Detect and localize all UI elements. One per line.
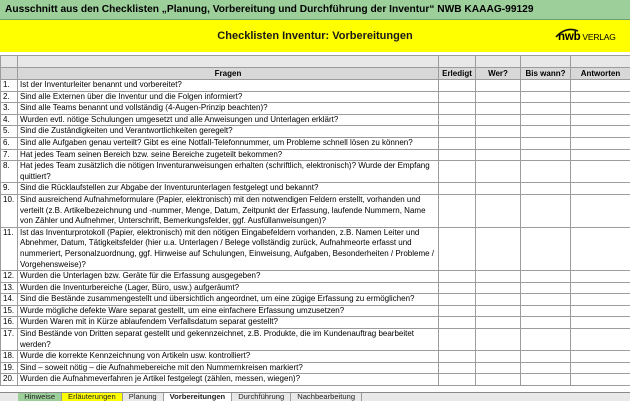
- antworten-cell[interactable]: [571, 149, 630, 161]
- antworten-cell[interactable]: [571, 362, 630, 374]
- sheet-tab[interactable]: Erläuterungen: [62, 393, 123, 401]
- bis-wann-cell[interactable]: [521, 329, 571, 351]
- bis-wann-cell[interactable]: [521, 317, 571, 329]
- erledigt-cell[interactable]: [439, 149, 476, 161]
- erledigt-cell[interactable]: [439, 194, 476, 227]
- cell[interactable]: [1, 56, 18, 68]
- bis-wann-cell[interactable]: [521, 103, 571, 115]
- antworten-cell[interactable]: [571, 305, 630, 317]
- sheet-tab[interactable]: Nachbearbeitung: [291, 393, 362, 401]
- question-cell[interactable]: Sind die Zuständigkeiten und Verantwortlichkeiten geregelt?: [18, 126, 439, 138]
- wer-cell[interactable]: [476, 294, 521, 306]
- wer-cell[interactable]: [476, 137, 521, 149]
- wer-cell[interactable]: [476, 227, 521, 270]
- erledigt-cell[interactable]: [439, 317, 476, 329]
- bis-wann-cell[interactable]: [521, 351, 571, 363]
- wer-cell[interactable]: [476, 80, 521, 92]
- antworten-cell[interactable]: [571, 91, 630, 103]
- bis-wann-cell[interactable]: [521, 305, 571, 317]
- cell[interactable]: [571, 56, 630, 68]
- wer-cell[interactable]: [476, 271, 521, 283]
- bis-wann-cell[interactable]: [521, 91, 571, 103]
- cell[interactable]: [18, 56, 439, 68]
- banner-text: Ausschnitt aus den Checklisten „Planung, Vorbereitung und Durchführung der Inventur“: [5, 4, 435, 15]
- tab-scroll-arrows-icon[interactable]: [0, 393, 16, 401]
- question-cell[interactable]: Wurde mögliche defekte Ware separat gestellt, um eine einfachere Erfassung umzusetzen?: [18, 305, 439, 317]
- row-number[interactable]: 19.: [1, 362, 18, 374]
- antworten-cell[interactable]: [571, 282, 630, 294]
- spacer-row: [1, 56, 630, 68]
- row-number[interactable]: 6.: [1, 137, 18, 149]
- row-number[interactable]: 2.: [1, 91, 18, 103]
- row-number[interactable]: 15.: [1, 305, 18, 317]
- header-wer[interactable]: Wer?: [476, 68, 521, 80]
- bis-wann-cell[interactable]: [521, 271, 571, 283]
- antworten-cell[interactable]: [571, 114, 630, 126]
- table-row: [1, 329, 630, 351]
- question-cell[interactable]: Ist der Inventurleiter benannt und vorbereitet?: [18, 80, 439, 92]
- bis-wann-cell[interactable]: [521, 294, 571, 306]
- table-row: [1, 183, 630, 195]
- erledigt-cell[interactable]: [439, 227, 476, 270]
- header-fragen[interactable]: Fragen: [18, 68, 439, 80]
- sheet-tab[interactable]: Durchführung: [232, 393, 291, 401]
- wer-cell[interactable]: [476, 351, 521, 363]
- bis-wann-cell[interactable]: [521, 137, 571, 149]
- row-number[interactable]: 13.: [1, 282, 18, 294]
- question-cell[interactable]: Sind Bestände von Dritten separat gestellt und gekennzeichnet, z.B. Produkte, die im Kundenauftrag bearbeitet werden?: [18, 329, 439, 351]
- bis-wann-cell[interactable]: [521, 126, 571, 138]
- erledigt-cell[interactable]: [439, 161, 476, 183]
- row-number[interactable]: 3.: [1, 103, 18, 115]
- wer-cell[interactable]: [476, 329, 521, 351]
- antworten-cell[interactable]: [571, 351, 630, 363]
- row-number[interactable]: 9.: [1, 183, 18, 195]
- logo-brand: nwb: [558, 31, 581, 43]
- table-row: [1, 161, 630, 183]
- row-number[interactable]: 18.: [1, 351, 18, 363]
- bis-wann-cell[interactable]: [521, 161, 571, 183]
- row-number[interactable]: 1.: [1, 80, 18, 92]
- antworten-cell[interactable]: [571, 227, 630, 270]
- antworten-cell[interactable]: [571, 126, 630, 138]
- row-number[interactable]: 4.: [1, 114, 18, 126]
- erledigt-cell[interactable]: [439, 271, 476, 283]
- row-number[interactable]: 10.: [1, 194, 18, 227]
- bis-wann-cell[interactable]: [521, 282, 571, 294]
- erledigt-cell[interactable]: [439, 351, 476, 363]
- erledigt-cell[interactable]: [439, 137, 476, 149]
- wer-cell[interactable]: [476, 374, 521, 386]
- erledigt-cell[interactable]: [439, 294, 476, 306]
- antworten-cell[interactable]: [571, 161, 630, 183]
- antworten-cell[interactable]: [571, 183, 630, 195]
- cell[interactable]: [521, 56, 571, 68]
- wer-cell[interactable]: [476, 91, 521, 103]
- table-row: [1, 305, 630, 317]
- sheet-tab[interactable]: Hinweise: [18, 393, 62, 401]
- table-row: [1, 374, 630, 386]
- bis-wann-cell[interactable]: [521, 374, 571, 386]
- header-bis-wann[interactable]: Bis wann?: [521, 68, 571, 80]
- row-number[interactable]: 20.: [1, 374, 18, 386]
- table-row: [1, 91, 630, 103]
- erledigt-cell[interactable]: [439, 126, 476, 138]
- question-cell[interactable]: Sind ausreichend Aufnahmeformulare (Papier, elektronisch) mit den notwendigen Feldern erstellt, vorhanden und verteilt (z.B. Artikelbezeichnung und -nummer, Menge, Datum, Zeitpunkt der Erfassung, laufende Nummern, Name von Zähler und Aufnehmer, Unterschrift, Bemerkungsfelder, ggf. Ausfüllanweisungen)?: [18, 194, 439, 227]
- document-code: NWB KAAAG-99129: [437, 4, 534, 15]
- logo-wordmark: [558, 31, 616, 43]
- cell[interactable]: [476, 56, 521, 68]
- wer-cell[interactable]: [476, 126, 521, 138]
- table-row: [1, 317, 630, 329]
- erledigt-cell[interactable]: [439, 282, 476, 294]
- table-row: [1, 80, 630, 92]
- bis-wann-cell[interactable]: [521, 227, 571, 270]
- erledigt-cell[interactable]: [439, 80, 476, 92]
- antworten-cell[interactable]: [571, 317, 630, 329]
- sheet-tabs: [18, 393, 362, 401]
- bis-wann-cell[interactable]: [521, 80, 571, 92]
- wer-cell[interactable]: [476, 114, 521, 126]
- antworten-cell[interactable]: [571, 271, 630, 283]
- sheet-title-band: [0, 20, 630, 52]
- table-row: [1, 271, 630, 283]
- question-cell[interactable]: Sind alle Externen über die Inventur und die Folgen informiert?: [18, 91, 439, 103]
- question-cell[interactable]: Hat jedes Team seinen Bereich bzw. seine Bereiche zugeteilt bekommen?: [18, 149, 439, 161]
- bis-wann-cell[interactable]: [521, 114, 571, 126]
- question-cell[interactable]: Wurden die Unterlagen bzw. Geräte für die Erfassung ausgegeben?: [18, 271, 439, 283]
- table-row: [1, 282, 630, 294]
- logo-suffix: VERLAG: [582, 32, 616, 42]
- question-cell[interactable]: Sind die Rücklaufstellen zur Abgabe der Inventurunterlagen festgelegt und bekannt?: [18, 183, 439, 195]
- antworten-cell[interactable]: [571, 194, 630, 227]
- row-number[interactable]: 11.: [1, 227, 18, 270]
- question-cell[interactable]: Wurden die Aufnahmeverfahren je Artikel festgelegt (zählen, messen, wiegen)?: [18, 374, 439, 386]
- row-number[interactable]: 7.: [1, 149, 18, 161]
- wer-cell[interactable]: [476, 317, 521, 329]
- row-number[interactable]: 16.: [1, 317, 18, 329]
- bis-wann-cell[interactable]: [521, 194, 571, 227]
- erledigt-cell[interactable]: [439, 305, 476, 317]
- checklist-rows: [1, 80, 630, 386]
- header-row: [1, 68, 630, 80]
- question-cell[interactable]: Sind die Bestände zusammengestellt und übersichtlich angeordnet, um eine zügige Erfassung zu ermöglichen?: [18, 294, 439, 306]
- erledigt-cell[interactable]: [439, 91, 476, 103]
- row-number[interactable]: 14.: [1, 294, 18, 306]
- question-cell[interactable]: Wurden die Inventurbereiche (Lager, Büro, usw.) aufgeräumt?: [18, 282, 439, 294]
- row-number[interactable]: 8.: [1, 161, 18, 183]
- wer-cell[interactable]: [476, 149, 521, 161]
- antworten-cell[interactable]: [571, 137, 630, 149]
- row-number[interactable]: 12.: [1, 271, 18, 283]
- question-cell[interactable]: Sind alle Aufgaben genau verteilt? Gibt es eine Notfall-Telefonnummer, um Probleme schnell lösen zu können?: [18, 137, 439, 149]
- sheet-tab-bar: [0, 392, 630, 401]
- antworten-cell[interactable]: [571, 294, 630, 306]
- antworten-cell[interactable]: [571, 329, 630, 351]
- wer-cell[interactable]: [476, 161, 521, 183]
- document-banner: [0, 0, 630, 20]
- table-row: [1, 194, 630, 227]
- table-row: [1, 294, 630, 306]
- header-erledigt[interactable]: Erledigt: [439, 68, 476, 80]
- wer-cell[interactable]: [476, 183, 521, 195]
- table-row: [1, 114, 630, 126]
- antworten-cell[interactable]: [571, 103, 630, 115]
- sheet-tab[interactable]: Planung: [123, 393, 164, 401]
- wer-cell[interactable]: [476, 194, 521, 227]
- table-row: [1, 137, 630, 149]
- erledigt-cell[interactable]: [439, 374, 476, 386]
- wer-cell[interactable]: [476, 305, 521, 317]
- wer-cell[interactable]: [476, 282, 521, 294]
- question-cell[interactable]: Ist das Inventurprotokoll (Papier, elektronisch) mit den nötigen Eingabefeldern vorhanden, z.B. Namen Leiter und Abnehmer, Datum, Tätigkeitsfelder (hier u.a. Unterlagen / Belege vollständig zurück, Aufnahmeorte erfasst und nummeriert, Personalzuordnung, ggf. Hinweise auf Schulungen, Einweisung, Aufgaben, Besonderheiten / Probleme / Vorgehensweise)?: [18, 227, 439, 270]
- antworten-cell[interactable]: [571, 374, 630, 386]
- table-row: [1, 351, 630, 363]
- row-number[interactable]: 5.: [1, 126, 18, 138]
- table-row: [1, 149, 630, 161]
- sheet-title: Checklisten Inventur: Vorbereitungen: [217, 30, 413, 42]
- checklist-table: [0, 55, 630, 386]
- question-cell[interactable]: Wurden Waren mit in Kürze ablaufendem Verfallsdatum separat gestellt?: [18, 317, 439, 329]
- question-cell[interactable]: Wurden evtl. nötige Schulungen umgesetzt und alle Anweisungen und Unterlagen erklärt?: [18, 114, 439, 126]
- question-cell[interactable]: Sind alle Teams benannt und vollständig (4-Augen-Prinzip beachten)?: [18, 103, 439, 115]
- bis-wann-cell[interactable]: [521, 183, 571, 195]
- table-row: [1, 126, 630, 138]
- erledigt-cell[interactable]: [439, 103, 476, 115]
- wer-cell[interactable]: [476, 103, 521, 115]
- erledigt-cell[interactable]: [439, 329, 476, 351]
- table-row: [1, 362, 630, 374]
- cell[interactable]: [439, 56, 476, 68]
- bis-wann-cell[interactable]: [521, 362, 571, 374]
- bis-wann-cell[interactable]: [521, 149, 571, 161]
- erledigt-cell[interactable]: [439, 362, 476, 374]
- table-row: [1, 227, 630, 270]
- row-number[interactable]: 17.: [1, 329, 18, 351]
- table-row: [1, 103, 630, 115]
- sheet-tab[interactable]: Vorbereitungen: [164, 393, 233, 401]
- header-cell-number[interactable]: [1, 68, 18, 80]
- erledigt-cell[interactable]: [439, 114, 476, 126]
- wer-cell[interactable]: [476, 362, 521, 374]
- header-antworten[interactable]: Antworten: [571, 68, 630, 80]
- question-cell[interactable]: Sind – soweit nötig – die Aufnahmebereiche mit den Nummernkreisen markiert?: [18, 362, 439, 374]
- antworten-cell[interactable]: [571, 80, 630, 92]
- erledigt-cell[interactable]: [439, 183, 476, 195]
- question-cell[interactable]: Wurde die korrekte Kennzeichnung von Artikeln usw. kontrolliert?: [18, 351, 439, 363]
- nwb-logo: [554, 28, 624, 46]
- question-cell[interactable]: Hat jedes Team zusätzlich die nötigen Inventuranweisungen erhalten (schriftlich, elektronisch)? Wurde der Empfang quittiert?: [18, 161, 439, 183]
